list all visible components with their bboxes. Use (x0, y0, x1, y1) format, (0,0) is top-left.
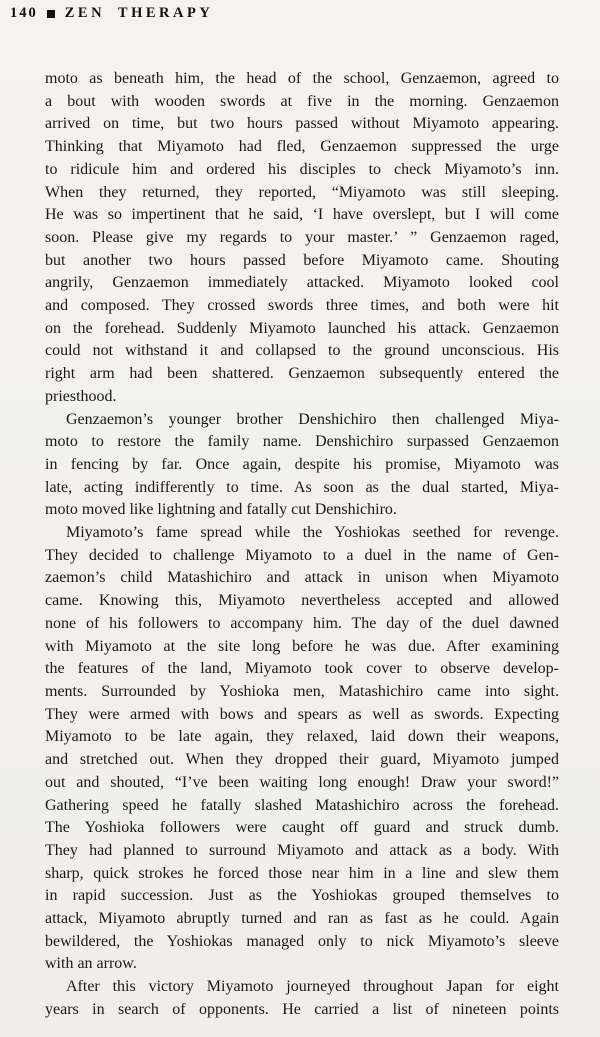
text-line: in fencing by far. Once again, despite his promise, Miyamoto was (45, 455, 559, 473)
text-line: priesthood. (45, 387, 117, 405)
text-line: to ridicule him and ordered his disciples to check Miyamoto’s inn. (45, 160, 559, 178)
text-line: years in search of opponents. He carried a list of nineteen points (45, 1000, 559, 1018)
text-line: When they returned, they reported, “Miyamoto was still sleeping. (45, 183, 559, 201)
text-line: in rapid succession. Just as the Yoshiokas grouped themselves to (45, 887, 559, 905)
text-line: They decided to challenge Miyamoto to a duel in the name of Gen- (45, 546, 559, 564)
text-line: right arm had been shattered. Genzaemon subsequently entered the (45, 365, 559, 383)
text-line: on the forehead. Suddenly Miyamoto launched his attack. Genzaemon (45, 319, 559, 337)
paragraph (45, 522, 559, 976)
text-line: Miyamoto to be late again, they relaxed, laid down their weapons, (45, 728, 559, 746)
text-line: and stretched out. When they dropped their guard, Miyamoto jumped (45, 751, 559, 769)
text-line: He was so impertinent that he said, ‘I have overslept, but I will come (45, 206, 559, 224)
text-line: After this victory Miyamoto journeyed throughout Japan for eight (66, 978, 559, 996)
text-line: bewildered, the Yoshiokas managed only to nick Miyamoto’s sleeve (45, 932, 559, 950)
text-line: Miyamoto’s fame spread while the Yoshiokas seethed for revenge. (66, 524, 559, 542)
text-line: with an arrow. (45, 955, 137, 973)
text-line: moto to restore the family name. Denshichiro surpassed Genzaemon (45, 433, 559, 451)
text-line: none of his followers to accompany him. The day of the duel dawned (45, 614, 559, 632)
text-line: ments. Surrounded by Yoshioka men, Matashichiro came into sight. (45, 682, 559, 700)
text-line: moto as beneath him, the head of the school, Genzaemon, agreed to (45, 70, 559, 87)
text-line: the features of the land, Miyamoto took cover to observe develop- (45, 660, 559, 678)
text-line: but another two hours passed before Miyamoto came. Shouting (45, 251, 559, 269)
text-line: soon. Please give my regards to your master.’ ” Genzaemon raged, (45, 228, 559, 246)
text-line: could not withstand it and collapsed to the ground unconscious. His (45, 342, 559, 360)
page-body (45, 68, 559, 1022)
text-line: out and shouted, “I’ve been waiting long enough! Draw your sword!” (45, 773, 559, 791)
text-line: Thinking that Miyamoto had fled, Genzaemon suppressed the urge (45, 138, 559, 156)
text-line: They had planned to surround Miyamoto and attack as a body. With (45, 841, 559, 859)
text-line: They were armed with bows and spears as well as swords. Expecting (45, 705, 559, 723)
paragraph (45, 68, 559, 409)
book-title: ZEN THERAPY (64, 5, 214, 21)
text-line: attack, Miyamoto abruptly turned and ran as fast as he could. Again (45, 910, 559, 928)
paragraph (45, 976, 559, 1021)
text-line: Gathering speed he fatally slashed Matashichiro across the forehead. (45, 796, 559, 814)
paragraph (45, 409, 559, 523)
text-line: a bout with wooden swords at five in the morning. Genzaemon (45, 92, 559, 110)
page-header (10, 5, 213, 22)
text-line: with Miyamoto at the site long before he was due. After examining (45, 637, 559, 655)
text-line: angrily, Genzaemon immediately attacked. Miyamoto looked cool (45, 274, 559, 292)
text-line: arrived on time, but two hours passed without Miyamoto appearing. (45, 115, 559, 133)
text-line: Genzaemon’s younger brother Denshichiro then challenged Miya- (66, 410, 559, 428)
text-line: sharp, quick strokes he forced those near him in a line and slew them (45, 864, 559, 882)
text-line: moto moved like lightning and fatally cut Denshichiro. (45, 501, 397, 519)
text-line: zaemon’s child Matashichiro and attack in unison when Miyamoto (45, 569, 559, 587)
text-line: came. Knowing this, Miyamoto nevertheless accepted and allowed (45, 592, 559, 610)
text-line: late, acting indifferently to time. As soon as the dual started, Miya- (45, 478, 559, 496)
page-number: 140 (10, 5, 38, 21)
square-bullet-icon (47, 10, 55, 18)
text-line: The Yoshioka followers were caught off guard and struck dumb. (45, 819, 559, 837)
text-line: and composed. They crossed swords three times, and both were hit (45, 297, 559, 315)
